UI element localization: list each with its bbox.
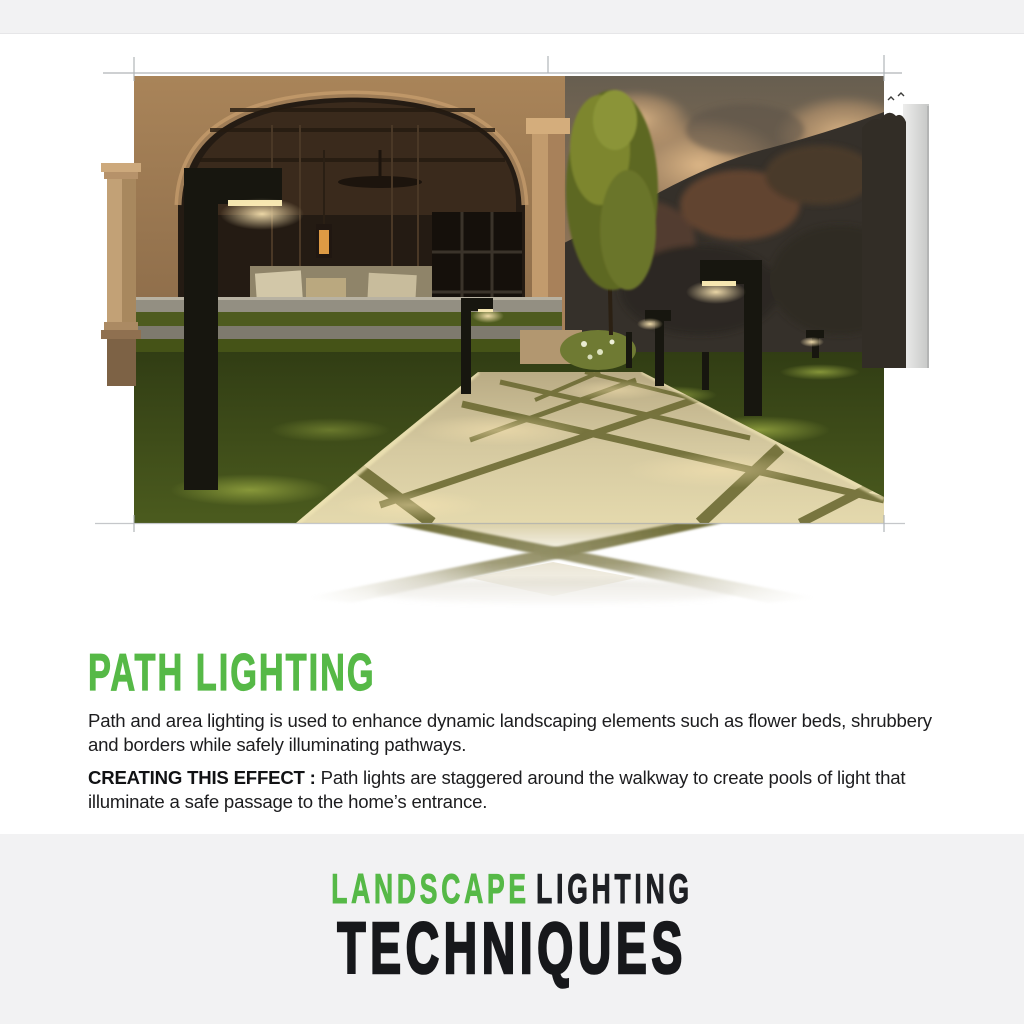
brand-word-lighting: LIGHTING [536, 865, 693, 912]
column-breakout [101, 163, 141, 386]
hero-illustration [0, 40, 1024, 640]
effect-label: CREATING THIS EFFECT : [88, 767, 316, 789]
path-lighting-section [88, 646, 948, 814]
top-bar [0, 0, 1024, 34]
section-title: PATH LIGHTING [88, 644, 376, 702]
bollard-small-2 [626, 332, 632, 368]
brand-word-landscape: LANDSCAPE [331, 865, 530, 912]
hero-svg [0, 40, 1024, 640]
photo [134, 76, 915, 523]
walkway-breakout [302, 523, 818, 605]
ceiling-fan [338, 176, 422, 188]
brand-title: TECHNIQUES [337, 909, 687, 989]
birds-icon [888, 93, 904, 100]
brand-line [331, 865, 693, 912]
tree-overflow [862, 93, 906, 368]
section-body: Path and area lighting is used to enhance dynamic landscaping elements such as flower beds, shrubbery and borders while safely illuminating pathways. [88, 710, 932, 756]
footer [0, 834, 1024, 1024]
bollard-small-3 [702, 352, 709, 390]
section-effect [88, 766, 933, 814]
page-stack-panel [903, 104, 929, 368]
effect-text: Path lights are staggered around the walkway to create pools of light that illuminate a safe passage to the home’s entrance. [88, 767, 906, 813]
shrub [560, 330, 636, 370]
